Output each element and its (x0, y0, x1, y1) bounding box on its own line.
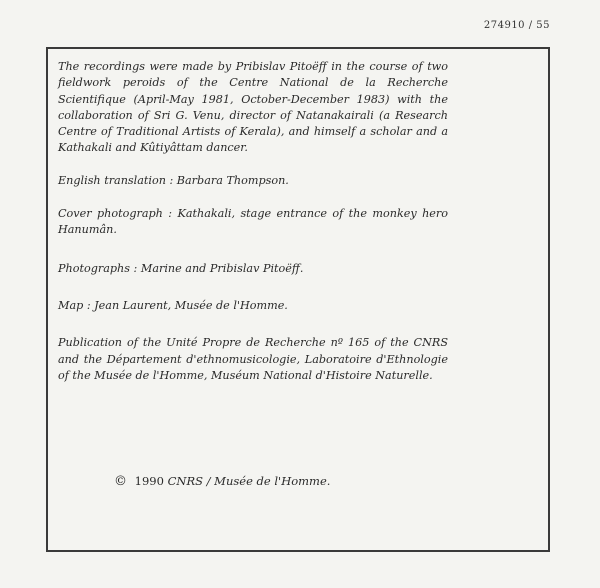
map-credit: Map : Jean Laurent, Musée de l'Homme. (58, 298, 288, 312)
credits-block (58, 59, 448, 384)
photographs-credit: Photographs : Marine and Pribislav Pitoëff. (58, 261, 304, 275)
translation-credit: English translation : Barbara Thompson. (58, 173, 289, 187)
copyright-holder: CNRS / Musée de l'Homme. (167, 474, 331, 488)
cover-photo-credit: Cover photograph : Kathakali, stage entrance of the monkey hero Hanumân. (58, 207, 448, 237)
copyright-year: 1990 (134, 474, 164, 488)
recordings-paragraph: The recordings were made by Pribislav Pitoëff in the course of two fieldwork peroids of the Centre National de la Recherche Scientifique (April-May 1981, October-December 1983) with the collaboration of Sri G. Venu, director of Natanakairali (a Research Centre of Traditional Artists of Kerala), and himself a scholar and a Kathakali and Kûtiyâttam dancer. (58, 60, 448, 155)
catalog-number: 274910 / 55 (483, 20, 550, 31)
copyright-symbol: © (114, 474, 127, 489)
publication-credit: Publication of the Unité Propre de Recherche nº 165 of the CNRS and the Département d'ethnomusicologie, Laboratoire d'Ethnologie of the Musée de l'Homme, Muséum National d'Histoire Naturelle. (58, 336, 448, 382)
copyright-line (114, 474, 330, 489)
